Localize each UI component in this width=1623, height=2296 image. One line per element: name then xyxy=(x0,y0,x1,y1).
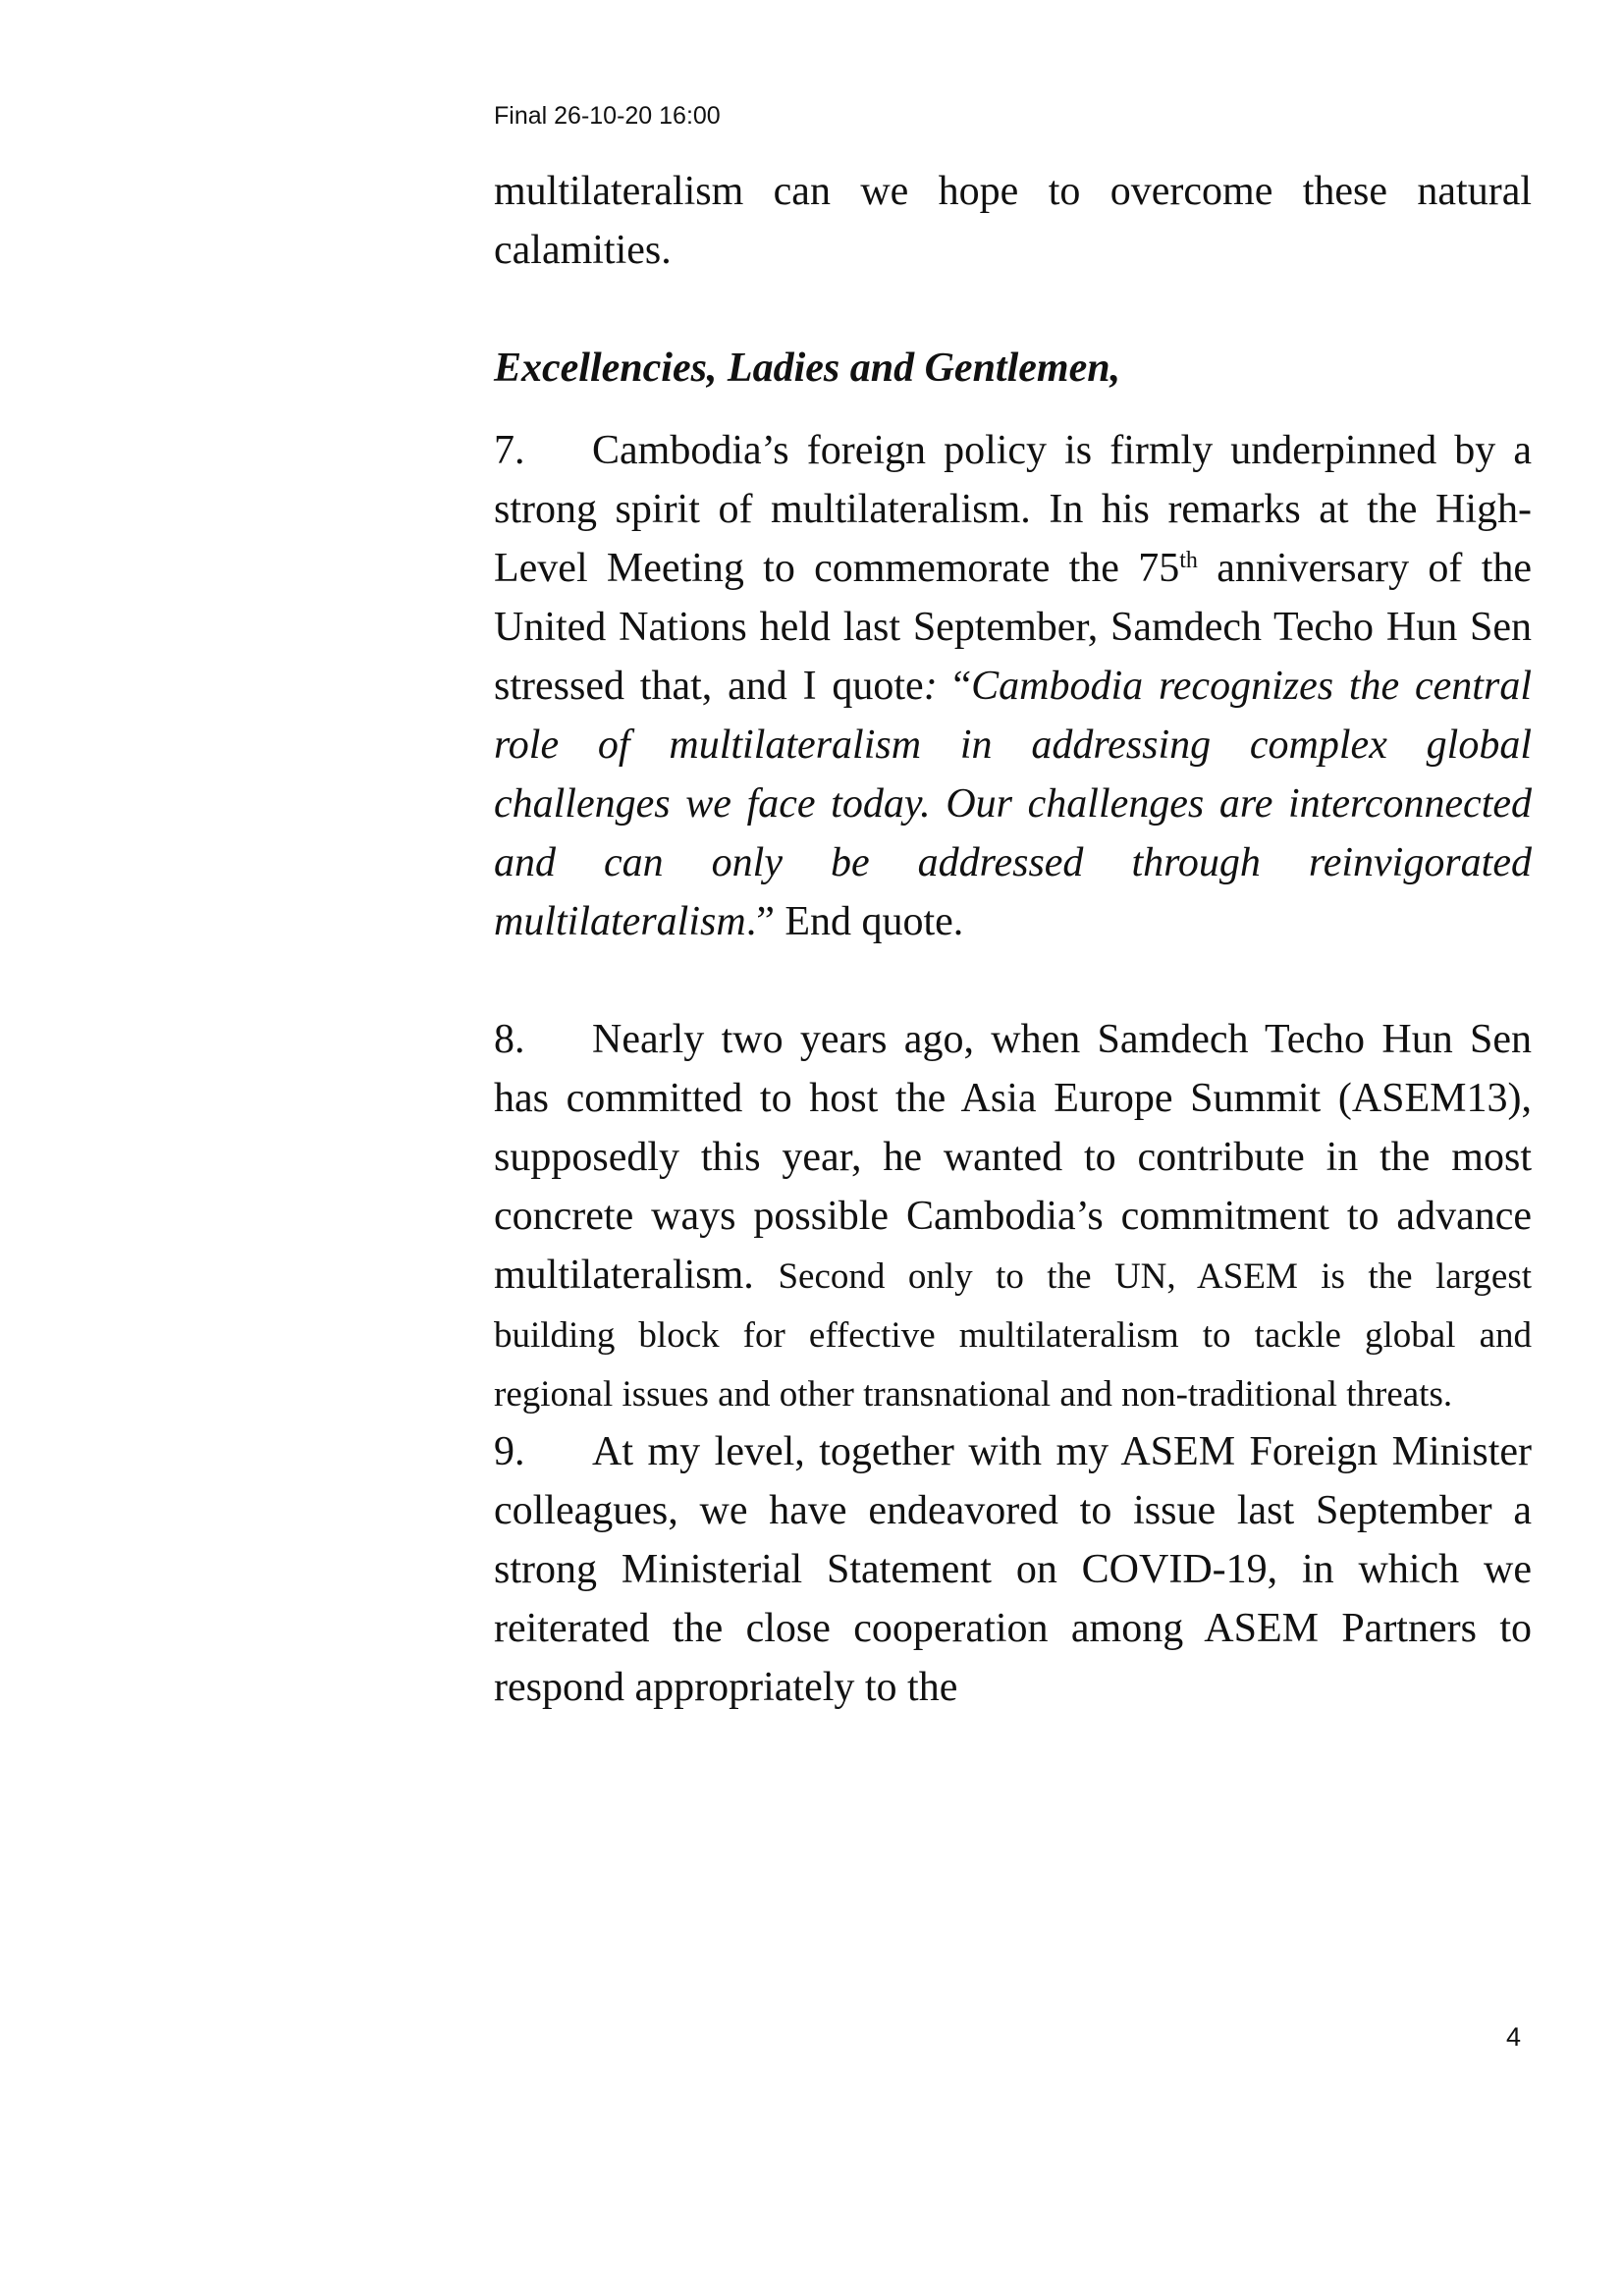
quote-end: .” End quote. xyxy=(745,899,964,944)
page-number: 4 xyxy=(1506,2022,1522,2052)
paragraph-9 xyxy=(494,1422,1532,1717)
paragraph-7 xyxy=(494,421,1532,951)
paragraph-text: anniversary of the United Nations held last September, Samdech Techo Hun Sen stressed that, and I quote xyxy=(494,546,1533,709)
paragraph-text: At my level, together with my ASEM Foreign Minister colleagues, we have endeavored to issue last September a strong Ministerial Statement on COVID-19, in which we reiterated the close cooperation among ASEM Partners to respond appropriately to the xyxy=(494,1429,1532,1710)
paragraph-text-small: Second only to the UN, ASEM is the largest building block for effective multilateralism to tackle global and regional issues and other transnational and non-traditional threats. xyxy=(494,1256,1533,1415)
paragraph-8 xyxy=(494,1010,1532,1422)
superscript: th xyxy=(1179,548,1198,573)
document-body xyxy=(494,162,1532,1717)
paragraph-number: 8. xyxy=(494,1017,525,1062)
salutation: Excellencies, Ladies and Gentlemen, xyxy=(494,346,1121,391)
continued-paragraph: multilateralism can we hope to overcome these natural calamities. xyxy=(494,169,1532,273)
paragraph-text: Cambodia’s foreign policy is firmly underpinned by a strong spirit of multilateralism. In his remarks at the High-Level Meeting to commemorate the 75 xyxy=(494,428,1532,591)
paragraph-number: 9. xyxy=(494,1429,525,1474)
paragraph-number: 7. xyxy=(494,428,525,473)
open-quote: “ xyxy=(937,664,972,709)
paragraph-text: Nearly two years ago, when Samdech Techo Hun Sen has committed to host the Asia Europe Summit (ASEM13), supposedly this year, he wanted to contribute in the most concrete ways possible Cambodia’s commitment to advance multilateralism. xyxy=(494,1017,1532,1298)
colon: : xyxy=(923,664,938,709)
draft-stamp: Final 26-10-20 16:00 xyxy=(494,102,721,130)
quotation: Cambodia recognizes the central role of multilateralism in addressing complex global challenges we face today. Our challenges are interconnected and can only be addressed through reinvigorated multilateralism xyxy=(494,664,1532,944)
